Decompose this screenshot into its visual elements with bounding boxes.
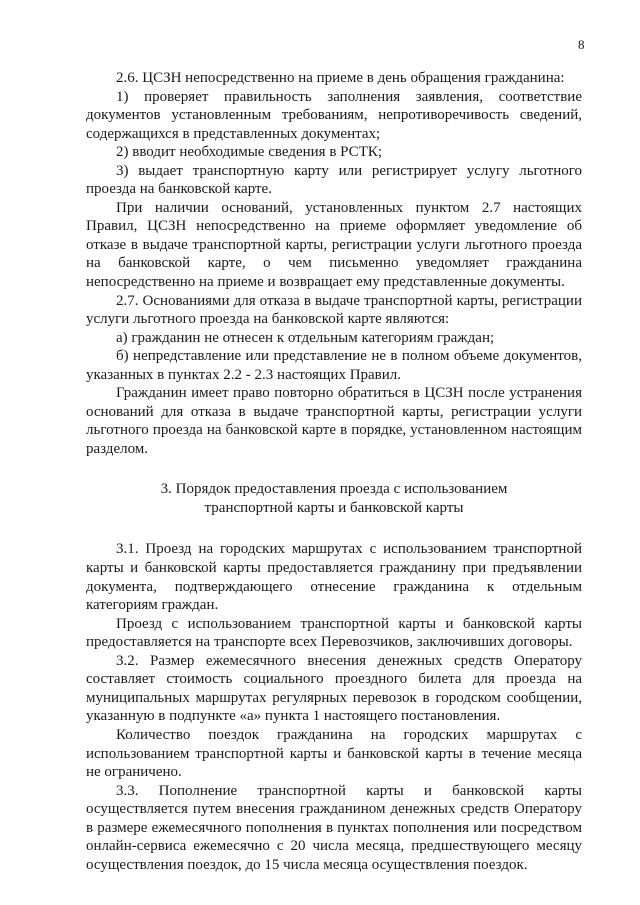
paragraph-2-7: 2.7. Основаниями для отказа в выдаче транспортной карты, регистрации услуги льготного проезда на банковской карте являются: bbox=[86, 292, 582, 328]
paragraph-2-6-item-2: 2) вводит необходимые сведения в РСТК; bbox=[116, 144, 383, 161]
section-3-title-line-2: транспортной карты и банковской карты bbox=[204, 500, 464, 517]
paragraph-refusal-notice: При наличии оснований, установленных пунктом 2.7 настоящих Правил, ЦСЗН непосредственно на приеме оформляет уведомление об отказе в выдаче транспортной карты, регистрации услуги льготного проезда на банковской карте, о чем письменно уведомляет гражданина непосредственно на приеме и возвращает ему представленные документы. bbox=[86, 199, 582, 291]
page-number: 8 bbox=[578, 37, 585, 52]
paragraph-carriers: Проезд с использованием транспортной карты и банковской карты предоставляется на транспорте всех Перевозчиков, заключивших договоры. bbox=[86, 615, 582, 651]
section-3-title bbox=[86, 480, 582, 518]
paragraph-2-6: 2.6. ЦСЗН непосредственно на приеме в день обращения гражданина: bbox=[116, 70, 565, 86]
section-3-title-line-1: 3. Порядок предоставления проезда с использованием bbox=[160, 481, 508, 498]
document-body bbox=[86, 69, 582, 874]
paragraph-3-3: 3.3. Пополнение транспортной карты и банковской карты осуществляется путем внесения гражданином денежных средств Оператору в размере ежемесячного пополнения в пунктах пополнения или посредством онлайн-сервиса ежемесячно с 20 числа месяца, предшествующего месяцу осуществления поездок, до 15 числа месяца осуществления поездок. bbox=[86, 782, 582, 873]
paragraph-trips-unlimited: Количество поездок гражданина на городских маршрутах с использованием транспортной карты и банковской карты в течение месяца не ограничено. bbox=[86, 726, 582, 781]
paragraph-2-6-item-3: 3) выдает транспортную карту или регистрирует услугу льготного проезда на банковской карте. bbox=[86, 162, 582, 198]
paragraph-2-6-item-1: 1) проверяет правильность заполнения заявления, соответствие документов установленным требованиям, непротиворечивость сведений, содержащихся в представленных документах; bbox=[86, 88, 582, 142]
paragraph-2-7-item-a: а) гражданин не отнесен к отдельным категориям граждан; bbox=[116, 329, 495, 346]
paragraph-2-7-item-b: б) непредставление или представление не в полном объеме документов, указанных в пунктах 2.2 - 2.3 настоящих Правил. bbox=[86, 348, 582, 383]
paragraph-3-1: 3.1. Проезд на городских маршрутах с использованием транспортной карты и банковской карты предоставляется гражданину при предъявлении документа, подтверждающего отнесение гражданина к отдельным категориям граждан. bbox=[86, 541, 582, 614]
paragraph-reapply: Гражданин имеет право повторно обратиться в ЦСЗН после устранения оснований для отказа в выдаче транспортной карты, регистрации услуги льготного проезда на банковской карте в порядке, установленном настоящим разделом. bbox=[86, 385, 582, 457]
paragraph-3-2: 3.2. Размер ежемесячного внесения денежных средств Оператору составляет стоимость социального проездного билета для проезда на муниципальных маршрутах регулярных перевозок в городском сообщении, указанную в подпункте «а» пункта 1 настоящего постановления. bbox=[86, 652, 582, 725]
